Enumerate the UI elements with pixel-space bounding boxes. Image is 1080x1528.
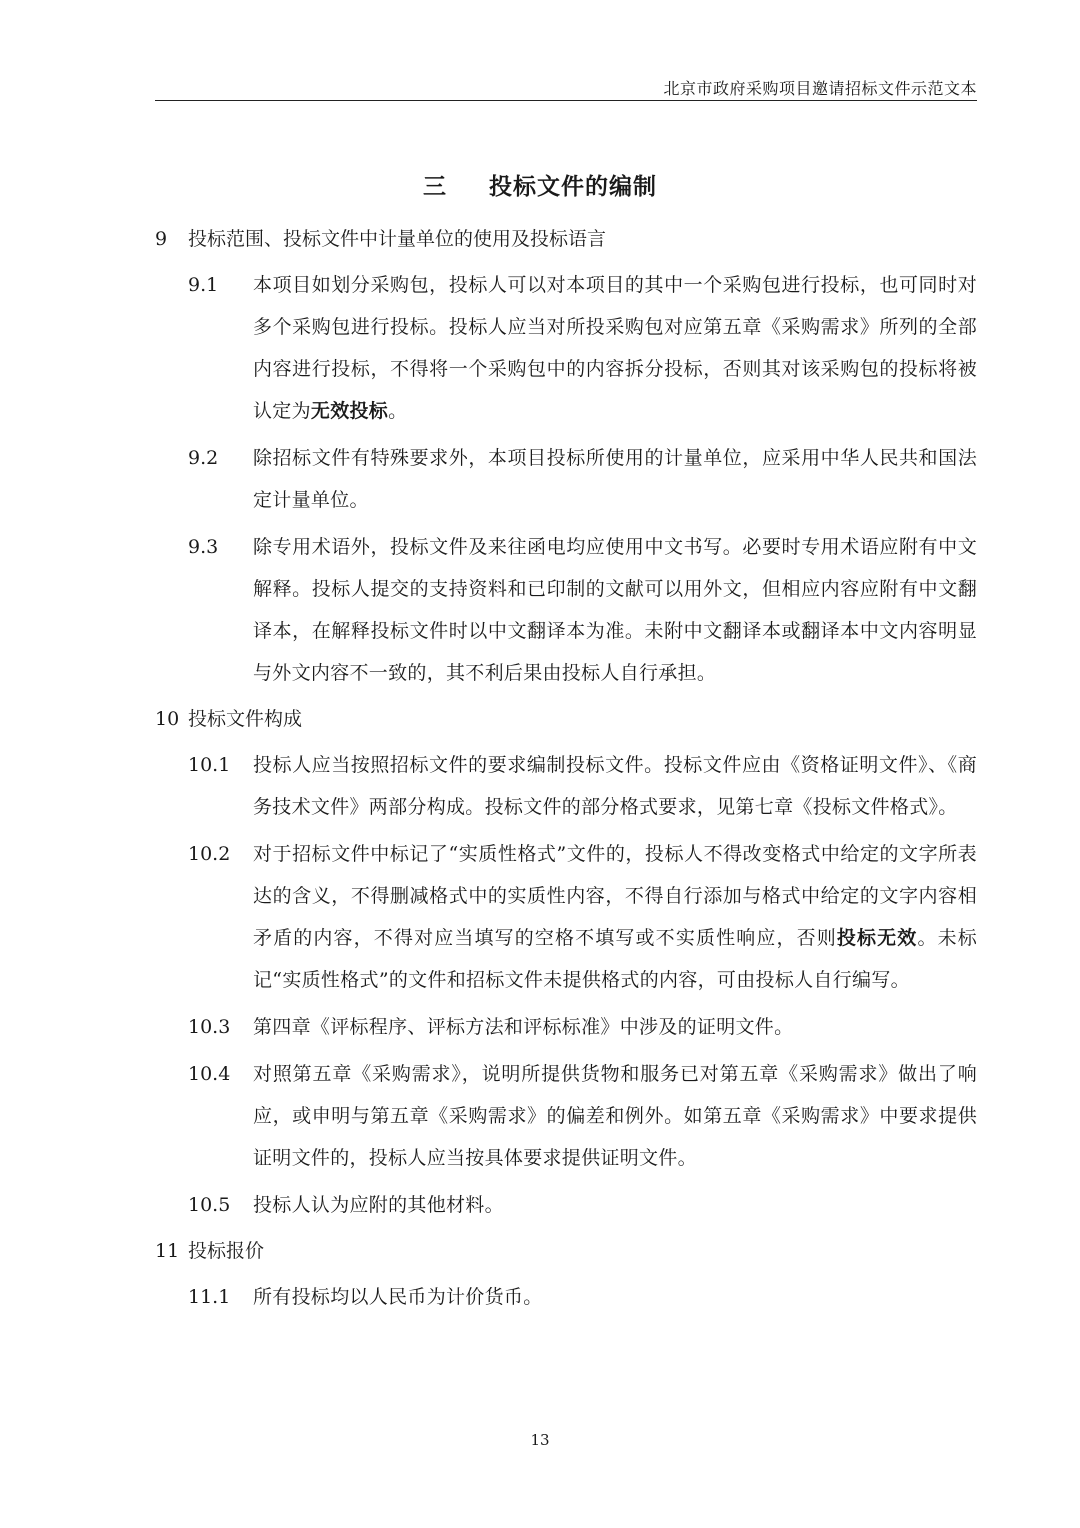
section-number: 9: [155, 228, 168, 250]
clause-text: 投标人认为应附的其他材料。: [253, 1194, 504, 1216]
page-number: 13: [530, 1431, 550, 1449]
bold-term: 投标无效: [836, 927, 918, 949]
clause: [188, 1184, 977, 1226]
chapter-number: 三: [423, 173, 447, 200]
clause: [188, 744, 977, 828]
clause-number: 11.1: [188, 1286, 231, 1308]
clause: [188, 437, 977, 521]
clause: [188, 526, 977, 694]
document-body: [155, 219, 977, 1323]
clause: [188, 1006, 977, 1048]
clause-number: 9.3: [188, 536, 219, 558]
clause-text: 除专用术语外，投标文件及来往函电均应使用中文书写。必要时专用术语应附有中文解释。投标人提交的支持资料和已印制的文献可以用外文，但相应内容应附有中文翻译本，在解释投标文件时以中文翻译本为准。未附中文翻译本或翻译本中文内容明显与外文内容不一致的，其不利后果由投标人自行承担。: [253, 536, 977, 684]
clause-text: 对于招标文件中标记了“实质性格式”文件的，投标人不得改变格式中给定的文字所表达的含义，不得删减格式中的实质性内容，不得自行添加与格式中给定的文字内容相矛盾的内容，不得对应当填写的空格不填写或不实质性响应，否则投标无效。未标记“实质性格式”的文件和招标文件未提供格式的内容，可由投标人自行编写。: [253, 843, 978, 991]
section-number: 10: [155, 708, 180, 730]
clause-number: 10.1: [188, 754, 231, 776]
clause-text: 第四章《评标程序、评标方法和评标标准》中涉及的证明文件。: [253, 1016, 794, 1038]
clause-number: 9.1: [188, 274, 219, 296]
chapter-title-text: 投标文件的编制: [489, 173, 657, 200]
clause: [188, 833, 977, 1001]
clause: [188, 264, 977, 432]
clause-number: 9.2: [188, 447, 219, 469]
clause-number: 10.2: [188, 843, 231, 865]
clause-text: 所有投标均以人民币为计价货币。: [253, 1286, 543, 1308]
clause-number: 10.5: [188, 1194, 231, 1216]
header-divider: [155, 100, 977, 101]
header-title: 北京市政府采购项目邀请招标文件示范文本: [663, 79, 977, 98]
clause-number: 10.4: [188, 1063, 231, 1085]
section-heading: [155, 1231, 977, 1271]
chapter-title: [0, 168, 1080, 201]
clause: [188, 1276, 977, 1318]
section-title: 投标报价: [188, 1240, 265, 1262]
bold-term: 无效投标: [310, 400, 389, 422]
clause: [188, 1053, 977, 1179]
clause-number: 10.3: [188, 1016, 231, 1038]
clause-text: 投标人应当按照招标文件的要求编制投标文件。投标文件应由《资格证明文件》、《商务技术文件》两部分构成。投标文件的部分格式要求，见第七章《投标文件格式》。: [253, 754, 977, 818]
clause-text: 除招标文件有特殊要求外，本项目投标所使用的计量单位，应采用中华人民共和国法定计量单位。: [253, 447, 977, 511]
section-heading: [155, 699, 977, 739]
section-number: 11: [155, 1240, 180, 1262]
section-title: 投标范围、投标文件中计量单位的使用及投标语言: [188, 228, 607, 250]
clause-text: 本项目如划分采购包，投标人可以对本项目的其中一个采购包进行投标，也可同时对多个采购包进行投标。投标人应当对所投采购包对应第五章《采购需求》所列的全部内容进行投标，不得将一个采购包中的内容拆分投标，否则其对该采购包的投标将被认定为无效投标。: [253, 274, 977, 422]
section-heading: [155, 219, 977, 259]
section-title: 投标文件构成: [188, 708, 303, 730]
clause-text: 对照第五章《采购需求》，说明所提供货物和服务已对第五章《采购需求》做出了响应，或申明与第五章《采购需求》的偏差和例外。如第五章《采购需求》中要求提供证明文件的，投标人应当按具体要求提供证明文件。: [253, 1063, 977, 1169]
